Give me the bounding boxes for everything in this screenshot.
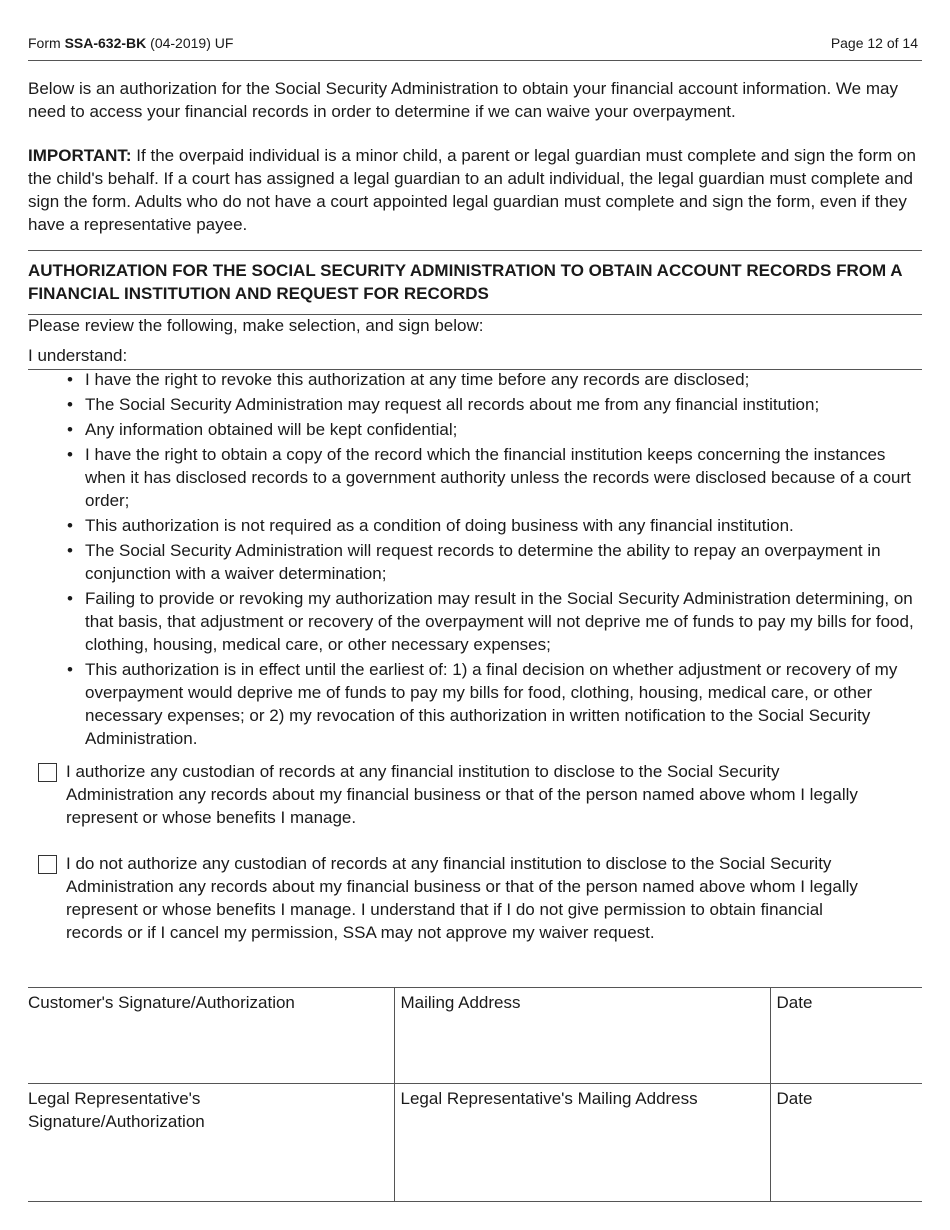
section-title: AUTHORIZATION FOR THE SOCIAL SECURITY ADMINISTRATION TO OBTAIN ACCOUNT RECORDS FROM A FINANCIAL INSTITUTION AND REQUEST FOR RECORDS [28, 261, 902, 303]
customer-date-field[interactable]: Date [770, 988, 922, 1084]
instruction-text: Please review the following, make selection, and sign below: [28, 316, 484, 335]
page-number: Page 12 of 14 [830, 35, 918, 51]
intro-paragraph: Below is an authorization for the Social Security Administration to obtain your financial account information. We may need to access your financial records in order to determine if we can waive your overpayment. [28, 79, 898, 121]
understand-label: I understand: [28, 346, 128, 365]
divider [28, 250, 922, 251]
bullet-icon: • [67, 541, 73, 560]
form-number: SSA-632-BK [64, 35, 147, 51]
list-item: • Any information obtained will be kept confidential; [67, 420, 458, 439]
bullet-icon: • [67, 420, 73, 439]
list-item: • This authorization is not required as a condition of doing business with any financial institution. [67, 516, 794, 535]
important-label: IMPORTANT: [28, 146, 132, 165]
do-not-authorize-label: I do not authorize any custodian of records at any financial institution to disclose to the Social Security Administration any records about my financial business or that of the person named above whom I legally represent or whose benefits I manage. I understand that if I do not give permission to obtain financial records or if I cancel my permission, SSA may not approve my waiver request. [66, 854, 858, 942]
form-page [28, 0, 922, 1230]
list-item: • I have the right to revoke this authorization at any time before any records are disclosed; [67, 370, 750, 389]
customer-signature-field[interactable]: Customer's Signature/Authorization [28, 988, 394, 1084]
signature-table [28, 987, 922, 1202]
list-item: • This authorization is in effect until the earliest of: 1) a final decision on whether adjustment or recovery of my overpayment would deprive me of funds to pay my bills for food, clothing, housing, medical care, or other necessary expenses; or 2) my revocation of this authorization in written notification to the Social Security Administration. [67, 660, 898, 748]
form-identifier: Form SSA-632-BK (04-2019) UF [28, 35, 234, 51]
bullet-icon: • [67, 516, 73, 535]
authorize-label: I authorize any custodian of records at any financial institution to disclose to the Social Security Administration any records about my financial business or that of the person named above whom I legally represent or whose benefits I manage. [66, 762, 858, 827]
page-header [28, 33, 922, 61]
representative-signature-field[interactable]: Legal Representative's Signature/Authorization [28, 1084, 394, 1202]
terms-list [67, 368, 922, 752]
list-item: • The Social Security Administration may request all records about me from any financial institution; [67, 395, 820, 414]
authorize-checkbox[interactable] [38, 763, 57, 782]
bullet-icon: • [67, 370, 73, 389]
list-item: • I have the right to obtain a copy of the record which the financial institution keeps concerning the instances when it has disclosed records to a government authority unless the records were disclosed because of a court order; [67, 445, 911, 510]
do-not-authorize-checkbox[interactable] [38, 855, 57, 874]
important-notice [28, 144, 922, 236]
mailing-address-field[interactable]: Mailing Address [394, 988, 770, 1084]
representative-address-field[interactable]: Legal Representative's Mailing Address [394, 1084, 770, 1202]
representative-date-field[interactable]: Date [770, 1084, 922, 1202]
list-item: • The Social Security Administration will request records to determine the ability to repay an overpayment in conjunction with a waiver determination; [67, 541, 881, 583]
bullet-icon: • [67, 395, 73, 414]
bullet-icon: • [67, 589, 73, 608]
bullet-icon: • [67, 660, 73, 679]
bullet-icon: • [67, 445, 73, 464]
table-row [28, 988, 922, 1084]
table-row [28, 1084, 922, 1202]
list-item: • Failing to provide or revoking my authorization may result in the Social Security Administration determining, on that basis, that adjustment or recovery of the overpayment will not deprive me of funds to pay my bills for food, clothing, housing, medical care, or other necessary expenses; [67, 589, 914, 654]
important-text: If the overpaid individual is a minor child, a parent or legal guardian must complete and sign the form on the child's behalf. If a court has assigned a legal guardian to an adult individual, the legal guardian must complete and sign the form. Adults who do not have a court appointed legal guardian must complete and sign the form, even if they have a representative payee. [28, 146, 916, 234]
